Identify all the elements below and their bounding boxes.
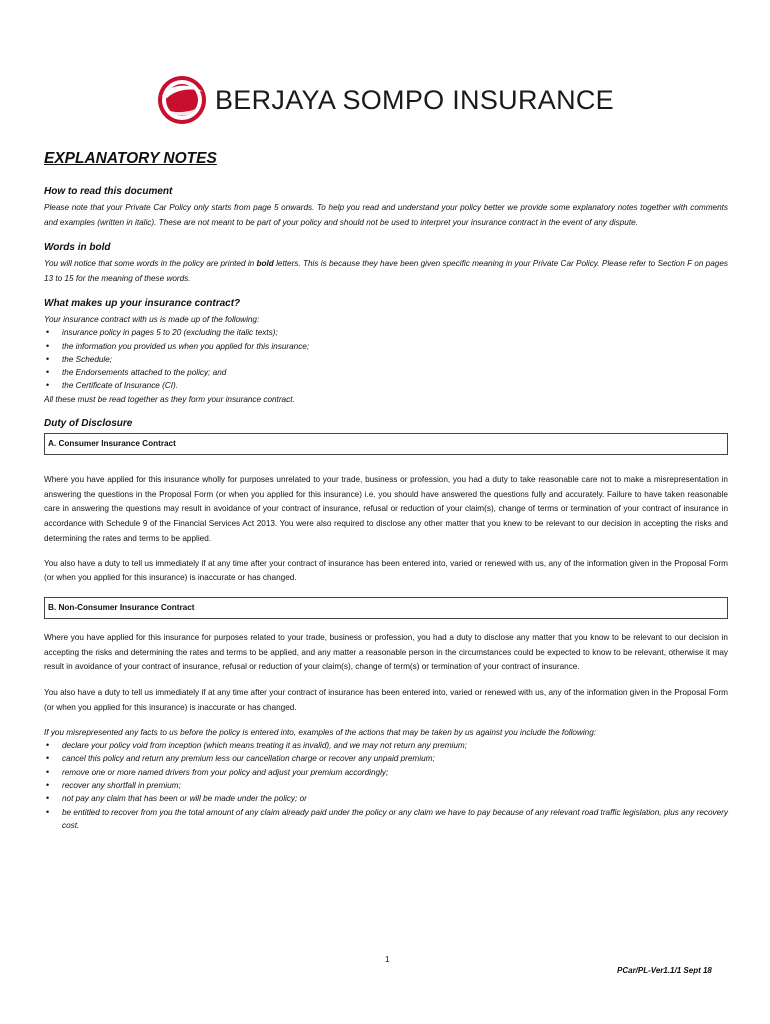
list-item: • the information you provided us when you applied for this insurance; bbox=[44, 340, 728, 353]
how-to-read-section bbox=[44, 186, 728, 230]
berjaya-sompo-logo-icon bbox=[155, 74, 209, 126]
section-intro: Your insurance contract with us is made up of the following: bbox=[44, 315, 260, 324]
text-part: You will notice that some words in the policy are printed in bbox=[44, 259, 257, 268]
list-item: • recover any shortfall in premium; bbox=[44, 779, 728, 792]
consumer-para-1: Where you have applied for this insurance wholly for purposes unrelated to your trade, business or profession, you had a duty to take reasonable care not to make a misrepresentation in answering the questions in the Proposal Form (or when you applied for this insurance) i.e. you should have answered the questions fully and accurately. Failure to have taken reasonable care in answering the questions may result in avoidance of your contract of insurance, refusal or reduction of your claim(s), change of terms or termination of your contract of insurance in accordance with Schedule 9 of the Financial Services Act 2013. You were also required to disclose any other matter that you knew to be relevant to our decision in accepting the risks and determining the rates and terms to be applied. bbox=[44, 475, 728, 543]
consumer-box-label: A. Consumer Insurance Contract bbox=[44, 433, 728, 455]
misrep-list bbox=[44, 739, 728, 832]
non-consumer-box-label: B. Non-Consumer Insurance Contract bbox=[44, 597, 728, 619]
list-item: • be entitled to recover from you the total amount of any claim already paid under the policy or any claim we have to pay because of any relevant road traffic legislation, plus any recovery cost. bbox=[44, 806, 728, 833]
company-name: BERJAYA SOMPO INSURANCE bbox=[215, 84, 614, 115]
list-item: • the Certificate of Insurance (CI). bbox=[44, 379, 728, 392]
list-item: • insurance policy in pages 5 to 20 (excluding the italic texts); bbox=[44, 326, 728, 339]
list-item: • the Schedule; bbox=[44, 353, 728, 366]
company-logo bbox=[155, 74, 614, 126]
list-item: • cancel this policy and return any premium less our cancellation charge or recover any unpaid premium; bbox=[44, 752, 728, 765]
section-heading: Words in bold bbox=[44, 242, 111, 253]
consumer-para-2: You also have a duty to tell us immediately if at any time after your contract of insurance has been entered into, varied or renewed with us, any of the information given in the Proposal Form (or when you applied for this insurance) is inaccurate or has changed. bbox=[44, 558, 728, 583]
page-number: 1 bbox=[385, 955, 390, 964]
section-outro: All these must be read together as they form your insurance contract. bbox=[44, 394, 295, 404]
list-item: • the Endorsements attached to the policy; and bbox=[44, 366, 728, 379]
page-title: EXPLANATORY NOTES bbox=[44, 150, 217, 167]
words-in-bold-section bbox=[44, 242, 728, 286]
list-item: • remove one or more named drivers from your policy and adjust your premium accordingly; bbox=[44, 766, 728, 779]
duty-section bbox=[44, 418, 728, 832]
non-consumer-para-2: You also have a duty to tell us immediately if at any time after your contract of insurance has been entered into, varied or renewed with us, any of the information given in the Proposal Form (or when you applied for this insurance) is inaccurate or has changed. bbox=[44, 688, 728, 712]
main-content bbox=[44, 150, 728, 832]
section-heading: What makes up your insurance contract? bbox=[44, 298, 241, 309]
contract-list bbox=[44, 326, 728, 392]
bold-word: bold bbox=[256, 259, 274, 268]
document-reference: PCar/PL-Ver1.1/1 Sept 18 bbox=[617, 966, 712, 975]
contract-section bbox=[44, 298, 728, 406]
list-item: • declare your policy void from inception (which means treating it as invalid), and we may not return any premium; bbox=[44, 739, 728, 752]
section-text: Please note that your Private Car Policy only starts from page 5 onwards. To help you read and understand your policy better we provide some explanatory notes together with comments and examples (written in italic). These are not meant to be part of your policy and should not be used to interpret your insurance contract in the event of any dispute. bbox=[44, 203, 728, 227]
non-consumer-para-1: Where you have applied for this insurance for purposes related to your trade, business or profession, you had a duty to disclose any matter that you know to be relevant to our decision in accepting the risks and determining the rates and terms to be applied, and any matter a reasonable person in the circumstances could be expected to know to be relevant, otherwise it may result in avoidance of your contract of insurance, refusal or reduction of your claim(s), change of term(s) or termination of your contract of insurance. bbox=[44, 633, 728, 672]
list-item: • not pay any claim that has been or will be made under the policy; or bbox=[44, 792, 728, 805]
section-heading: How to read this document bbox=[44, 186, 173, 197]
section-heading: Duty of Disclosure bbox=[44, 418, 133, 430]
text-part: letters. This is because they have been given specific meaning in your Private Car Policy. Please refer to Section F on pages 13 to 15 for the meaning of these words. bbox=[44, 259, 728, 283]
section-text bbox=[44, 257, 728, 286]
misrep-intro: If you misrepresented any facts to us before the policy is entered into, examples of the actions that may be taken by us against you include the following: bbox=[44, 727, 597, 737]
